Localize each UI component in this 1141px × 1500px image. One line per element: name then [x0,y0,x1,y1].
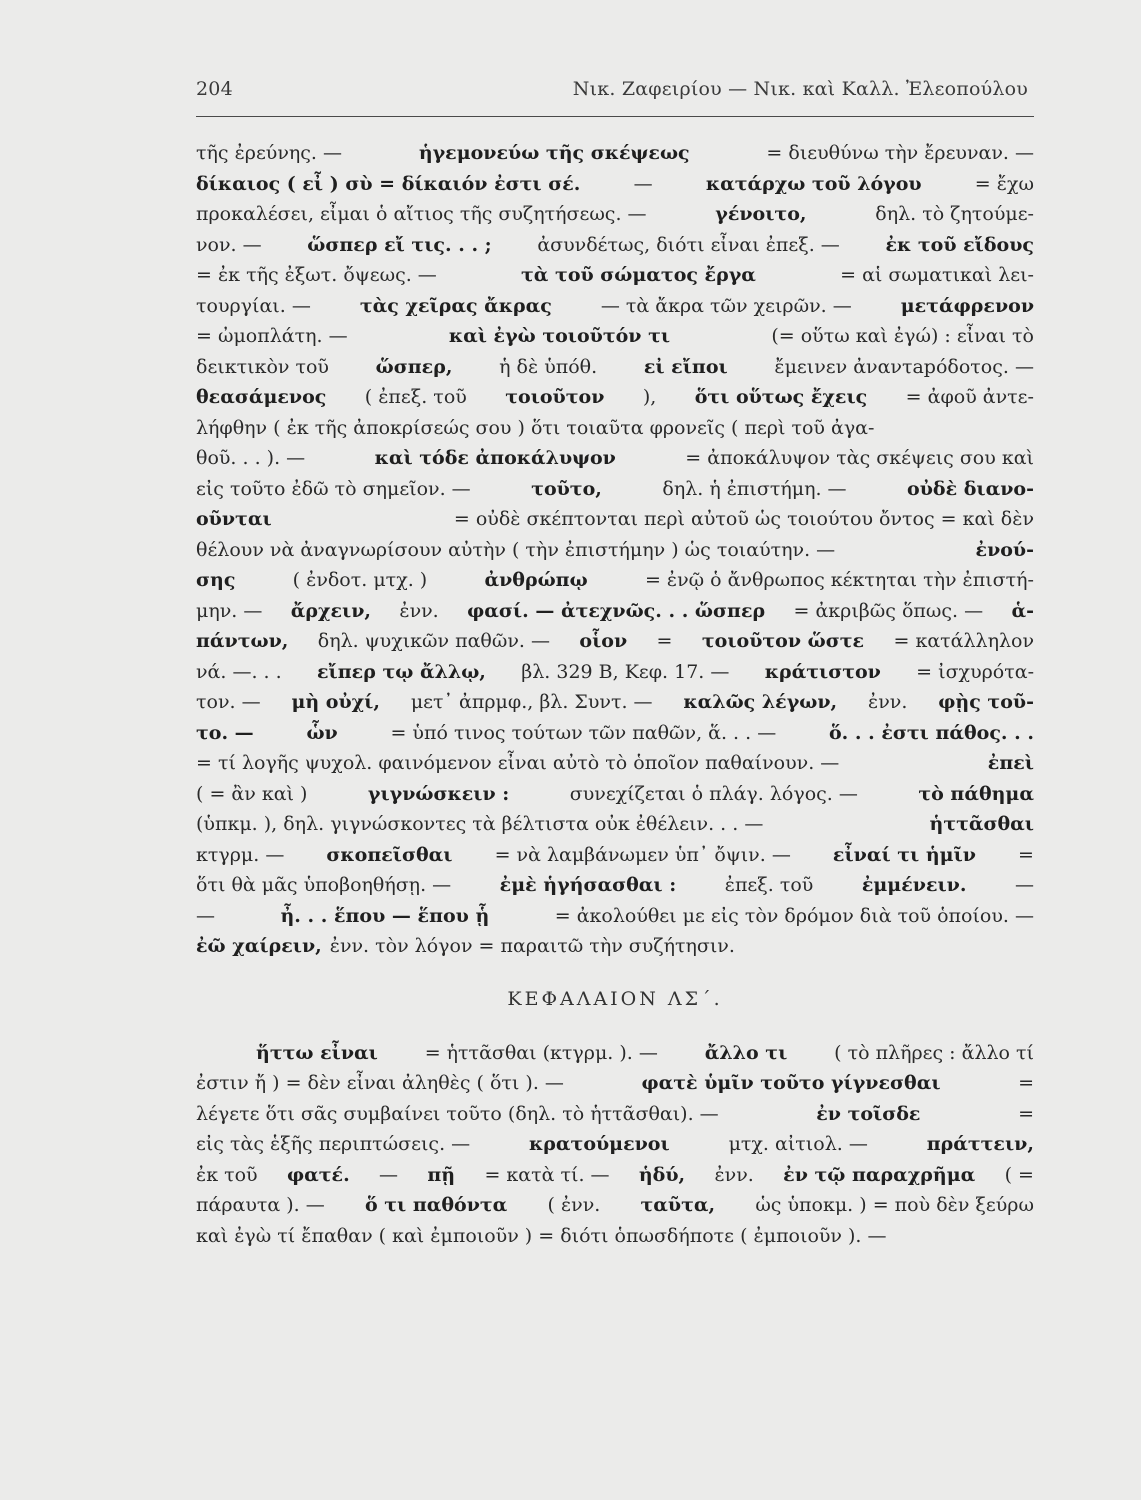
gloss-text: τῆς ἐρεύνης. — [196,142,342,164]
lemma-bold: κρατούμενοι [529,1133,670,1155]
text-line [196,596,1034,627]
gloss-text: μτχ. αἰτιολ. — [728,1133,868,1155]
gloss-text: = ὑπό τινος τούτων τῶν παθῶν, ἅ. . . — [390,721,777,744]
gloss-text: ( ἐπεξ. τοῦ [364,386,467,408]
text-line [196,199,1034,230]
text-line [196,1099,1034,1130]
lemma-bold: θεασάμενος [196,386,327,408]
lemma-bold: τοιοῦτον [505,386,605,408]
lemma-bold: ἐμὲ ἡγήσασθαι : [499,874,677,896]
gloss-text: = [1018,1072,1034,1094]
gloss-text: προκαλέσει, εἶμαι ὁ αἴτιος τῆς συζητήσεως. — [196,203,647,225]
commentary-section-2 [196,1038,1034,1252]
text-line [196,443,1034,474]
gloss-text: (ὑπκμ. ), δηλ. γιγνώσκοντες τὰ βέλτιστα οὐκ ἐθέλειν. . . — [196,813,764,835]
lemma-bold: δίκαιος ( εἶ ) σὺ = δίκαιόν ἐστι σέ. [196,172,581,195]
lemma-bold: ταῦτα, [640,1194,716,1216]
text-line [196,718,1034,749]
lemma-bold: πράττειν, [926,1133,1034,1155]
gloss-text: καὶ ἐγὼ τί ἔπαθαν ( καὶ ἐμποιοῦν ) = διότι ὁπωσδήποτε ( ἐμποιοῦν ). — [196,1224,887,1247]
header-rule [196,116,1034,117]
gloss-text: ), [642,386,657,408]
gloss-text: εἰς τοῦτο ἐδῶ τὸ σημεῖον. — [196,477,471,500]
gloss-text: (= οὕτω καὶ ἐγώ) : εἶναι τὸ [771,325,1034,347]
gloss-text: ἐνν. [399,599,439,622]
gloss-text: νον. — [196,233,262,256]
chapter-heading: ΚΕΦΑΛΑΙΟΝ ΛΣ΄. [507,987,723,1010]
gloss-text: ἐστιν ἤ ) = δὲν εἶναι ἀληθὲς ( ὅτι ). — [196,1072,564,1094]
lemma-bold: καὶ τόδε ἀποκάλυψον [374,447,616,469]
lemma-bold: ὅ τι παθόντα [364,1194,508,1216]
gloss-text: = ἀκριβῶς ὅπως. — [793,599,984,622]
text-line [196,1221,1034,1252]
lemma-bold: το. — [196,721,254,744]
gloss-text: λήφθην ( ἐκ τῆς ἀποκρίσεώς σου ) ὅτι τοιαῦτα φρονεῖς ( περὶ τοῦ ἀγα- [196,416,875,439]
lemma-bold: ὅ. . . ἐστι πάθος. . . [828,721,1034,744]
lemma-bold: πάντων, [196,630,289,652]
text-line [196,138,1034,169]
gloss-text: τον. — [196,691,261,713]
gloss-text: εἰς τὰς ἑξῆς περιπτώσεις. — [196,1133,471,1155]
text-line [196,1190,1034,1221]
gloss-text: ὅτι θὰ μᾶς ὑποβοηθήσῃ. — [196,874,452,896]
lemma-bold: ὥσπερ εἴ τις. . . ; [307,233,492,256]
text-line [196,382,1034,413]
gloss-text: = ἔχω [974,172,1034,195]
gloss-text: ἐνν. [714,1163,754,1186]
gloss-text: δηλ. ἡ ἐπιστήμη. — [662,477,847,500]
gloss-text: ἐπεξ. τοῦ [724,874,814,896]
text-line [196,931,1034,962]
lemma-bold: ἐκ τοῦ εἴδους [885,233,1034,256]
lemma-bold: εἶναί τι ἡμῖν [832,843,976,866]
gloss-text: τουργίαι. — [196,294,311,317]
lemma-bold: ἡγεμονεύω τῆς σκέψεως [418,142,690,164]
gloss-text: = ἐκ τῆς ἐξωτ. ὄψεως. — [196,264,437,286]
text-line [196,1068,1034,1099]
gloss-text: πάραυτα ). — [196,1194,325,1216]
lemma-bold: οῦνται [196,508,272,530]
text-line [196,565,1034,596]
lemma-bold: ἐν τοῖσδε [816,1102,921,1125]
gloss-text: λέγετε ὅτι σᾶς συμβαίνει τοῦτο (δηλ. τὸ ἡττᾶσθαι). — [196,1102,719,1125]
lemma-bold: ἐμμένειν. [861,874,967,896]
lemma-bold: οὐδὲ διανο- [907,477,1034,500]
text-line [196,779,1034,810]
gloss-text: = ἡττᾶσθαι (κτγρμ. ). — [424,1041,658,1064]
lemma-bold: τὰς χεῖρας ἄκρας [359,294,552,317]
gloss-text: δηλ. ψυχικῶν παθῶν. — [317,630,550,652]
lemma-bold: εἴπερ τῳ ἄλλῳ, [317,660,486,683]
gloss-text: — τὰ ἄκρα τῶν χειρῶν. — [600,294,852,317]
text-line [196,687,1034,718]
gloss-text: ( τὸ πλῆρες : ἄλλο τί [834,1041,1034,1064]
lemma-bold: ἥττω εἶναι [256,1041,378,1064]
lemma-bold: μὴ οὐχί, [291,691,380,713]
gloss-text: νά. —. . . [196,660,282,683]
lemma-bold: καὶ ἐγὼ τοιοῦτόν τι [448,325,671,347]
lemma-bold: σκοπεῖσθαι [326,843,453,866]
gloss-text: — [1015,874,1034,896]
gloss-text: ( ἐνδοτ. μτχ. ) [292,569,428,591]
lemma-bold: τοῦτο, [531,477,602,500]
lemma-bold: γένοιτο, [715,203,807,225]
gloss-text: = νὰ λαμβάνωμεν ὑπ᾽ ὄψιν. — [494,843,791,866]
lemma-bold: ἦ. . . ἕπου — ἕπου ᾗ [280,904,490,927]
gloss-text: — [379,1163,399,1186]
page-number: 204 [196,78,233,100]
gloss-text: = κατὰ τί. — [484,1163,610,1186]
gloss-text: συνεχίζεται ὁ πλάγ. λόγος. — [569,782,858,805]
gloss-text: = κατάλληλον [893,630,1034,652]
lemma-bold: ἐῶ χαίρειν, [196,935,322,957]
text-line [196,1038,1034,1069]
lemma-bold: φατὲ ὑμῖν τοῦτο γίγνεσθαι [641,1072,941,1094]
gloss-text: κτγρμ. — [196,843,285,866]
lemma-bold: ἐπεὶ [987,752,1034,774]
lemma-bold: κατάρχω τοῦ λόγου [705,172,922,195]
lemma-bold: ἁ- [1011,599,1034,622]
gloss-text: ἐνν. τὸν λόγον = παραιτῶ τὴν συζήτησιν. [329,935,735,957]
lemma-bold: ὅτι οὕτως ἔχεις [694,386,868,408]
gloss-text: = [1018,843,1034,866]
gloss-text: δηλ. τὸ ζητούμε- [875,203,1034,225]
gloss-text: = ἀποκάλυψον τὰς σκέψεις σου καὶ [685,447,1034,469]
lemma-bold: γιγνώσκειν : [367,782,510,805]
text-line [196,291,1034,322]
gloss-text: μην. — [196,599,263,622]
running-title: Νικ. Ζαφειρίου — Νικ. καὶ Καλλ. Ἐλεοπούλου [572,78,1028,100]
lemma-bold: φατέ. [286,1163,350,1186]
lemma-bold: ἡττᾶσθαι [929,813,1034,835]
gloss-text: = ἀφοῦ ἀντε- [905,386,1034,408]
lemma-bold: τὸ πάθημα [918,782,1034,805]
gloss-text: = ὠμοπλάτη. — [196,325,348,347]
lemma-bold: φῂς τοῦ- [938,691,1034,713]
gloss-text: ( ἐνν. [547,1194,601,1216]
gloss-text: = διευθύνω τὴν ἔρευναν. — [766,142,1034,164]
lemma-bold: κράτιστον [764,660,881,683]
text-line [196,748,1034,779]
text-line [196,169,1034,200]
gloss-text: βλ. 329 B, Κεφ. 17. — [521,660,730,683]
text-line [196,474,1034,505]
page-header [196,74,1032,114]
gloss-text: = οὐδὲ σκέπτονται περὶ αὐτοῦ ὡς τοιούτου ὄντος = καὶ δὲν [453,508,1034,530]
gloss-text: ἔμεινεν ἀναντapόδοτος. — [774,355,1034,378]
gloss-text: ἐνν. [868,691,908,713]
lemma-bold: τὰ τοῦ σώματος ἔργα [521,264,756,286]
gloss-text: ἐκ τοῦ [196,1163,258,1186]
text-line [196,321,1034,352]
text-line [196,870,1034,901]
text-line [196,657,1034,688]
text-line [196,840,1034,871]
gloss-text: ( = [1004,1163,1034,1186]
gloss-text: θοῦ. . . ). — [196,447,306,469]
book-page [196,70,1032,1430]
gloss-text: ἀσυνδέτως, διότι εἶναι ἐπεξ. — [537,233,840,256]
gloss-text: — [633,172,653,195]
gloss-text: = ἀκολούθει με εἰς τὸν δρόμον διὰ τοῦ ὁποίου. — [554,904,1034,927]
lemma-bold: ὥσπερ, [375,355,453,378]
text-line [196,352,1034,383]
lemma-bold: ἄλλο τι [704,1041,788,1064]
lemma-bold: εἰ εἴποι [643,355,728,378]
gloss-text: θέλουν νὰ ἀναγνωρίσουν αὐτὴν ( τὴν ἐπιστήμην ) ὡς τοιαύτην. — [196,538,836,561]
page-body [196,138,1034,1251]
gloss-text: = τί λογῆς ψυχολ. φαινόμενον εἶναι αὐτὸ τὸ ὁποῖον παθαίνουν. — [196,752,840,774]
text-line [196,260,1034,291]
lemma-bold: οἷον [579,630,628,652]
lemma-bold: ἐνού- [975,538,1034,561]
lemma-bold: σης [196,569,236,591]
gloss-text: — [196,904,215,927]
gloss-text: μετ᾽ ἀπρμφ., βλ. Συντ. — [410,691,653,713]
gloss-text: = ἰσχυρότα- [916,660,1034,683]
gloss-text: = [1018,1102,1034,1125]
text-line [196,504,1034,535]
text-line [196,809,1034,840]
lemma-bold: μετάφρενον [900,294,1034,317]
gloss-text: = αἱ σωματικαὶ λει- [840,264,1034,286]
lemma-bold: φασί. — ἀτεχνῶς. . . ὥσπερ [467,599,766,622]
lemma-bold: ἄρχειν, [290,599,372,622]
lemma-bold: ὧν [306,721,338,744]
lemma-bold: τοιοῦτον ὥστε [701,630,865,652]
gloss-text: = ἐνῷ ὁ ἄνθρωπος κέκτηται τὴν ἐπιστή- [644,569,1034,591]
gloss-text: = [656,630,673,652]
gloss-text: ἡ δὲ ὑπόθ. [499,355,598,378]
text-line [196,535,1034,566]
text-line [196,1160,1034,1191]
text-line [196,626,1034,657]
lemma-bold: ἡδύ, [638,1163,686,1186]
commentary-section-1 [196,138,1034,962]
lemma-bold: καλῶς λέγων, [683,691,838,713]
text-line [196,413,1034,444]
text-line [196,901,1034,932]
lemma-bold: ἀνθρώπῳ [484,569,588,591]
text-line [196,230,1034,261]
lemma-bold: ἐν τῷ παραχρῆμα [783,1163,976,1186]
text-line [196,1129,1034,1160]
lemma-bold: πῇ [427,1163,456,1186]
gloss-text: δεικτικὸν τοῦ [196,355,329,378]
gloss-text: ὡς ὑποκμ. ) = ποὺ δὲν ξεύρω [755,1194,1034,1216]
gloss-text: ( = ἂν καὶ ) [196,782,308,805]
